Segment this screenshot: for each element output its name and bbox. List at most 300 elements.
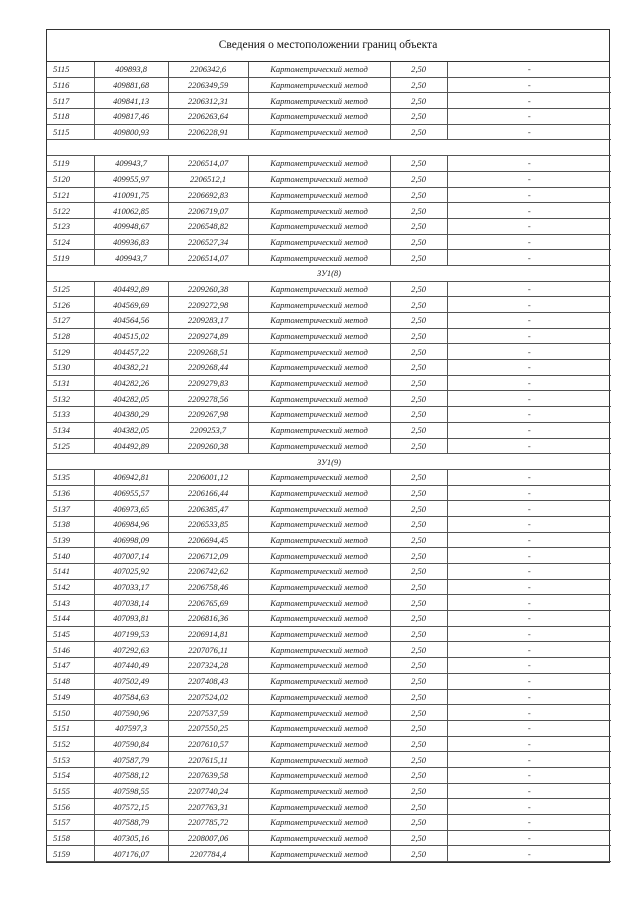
coord-y-cell: 2209272,98 — [168, 297, 248, 313]
method-cell: Картометрический метод — [248, 516, 390, 532]
accuracy-cell: 2,50 — [390, 815, 447, 831]
coord-y-cell: 2207784,4 — [168, 846, 248, 862]
accuracy-cell: 2,50 — [390, 611, 447, 627]
method-cell: Картометрический метод — [248, 752, 390, 768]
description-cell: - — [447, 62, 611, 77]
coord-x-cell: 404569,69 — [94, 297, 168, 313]
description-cell: - — [447, 328, 611, 344]
point-number-cell: 5155 — [47, 783, 94, 799]
point-number-cell: 5115 — [47, 62, 94, 77]
method-cell: Картометрический метод — [248, 328, 390, 344]
point-number-cell: 5141 — [47, 564, 94, 580]
coord-y-cell: 2209268,44 — [168, 360, 248, 376]
description-cell: - — [447, 846, 611, 862]
coord-y-cell: 2209274,89 — [168, 328, 248, 344]
description-cell: - — [447, 783, 611, 799]
method-cell: Картометрический метод — [248, 360, 390, 376]
accuracy-cell: 2,50 — [390, 77, 447, 93]
point-number-cell: 5139 — [47, 532, 94, 548]
accuracy-cell: 2,50 — [390, 218, 447, 234]
accuracy-cell: 2,50 — [390, 830, 447, 846]
coord-y-cell: 2207763,31 — [168, 799, 248, 815]
method-cell: Картометрический метод — [248, 485, 390, 501]
point-number-cell: 5143 — [47, 595, 94, 611]
point-number-cell: 5119 — [47, 156, 94, 172]
method-cell: Картометрический метод — [248, 720, 390, 736]
point-number-cell: 5128 — [47, 328, 94, 344]
point-number-cell: 5145 — [47, 626, 94, 642]
table-row — [47, 642, 611, 658]
description-cell: - — [447, 736, 611, 752]
accuracy-cell: 2,50 — [390, 705, 447, 721]
coord-x-cell: 407007,14 — [94, 548, 168, 564]
coord-x-cell: 404492,89 — [94, 281, 168, 297]
coord-y-cell: 2206349,59 — [168, 77, 248, 93]
accuracy-cell: 2,50 — [390, 375, 447, 391]
coord-x-cell: 404382,21 — [94, 360, 168, 376]
coord-y-cell: 2207785,72 — [168, 815, 248, 831]
coord-x-cell: 407292,63 — [94, 642, 168, 658]
coord-y-cell: 2206742,62 — [168, 564, 248, 580]
point-number-cell: 5117 — [47, 93, 94, 109]
coord-x-cell: 404492,89 — [94, 438, 168, 454]
coord-y-cell: 2206765,69 — [168, 595, 248, 611]
method-cell: Картометрический метод — [248, 124, 390, 140]
method-cell: Картометрический метод — [248, 391, 390, 407]
coord-y-cell: 2206816,36 — [168, 611, 248, 627]
table-row — [47, 407, 611, 423]
blank-cell — [47, 140, 611, 156]
table-row — [47, 281, 611, 297]
accuracy-cell: 2,50 — [390, 328, 447, 344]
page-title: Сведения о местоположении границ объекта — [47, 30, 609, 62]
accuracy-cell: 2,50 — [390, 93, 447, 109]
method-cell: Картометрический метод — [248, 579, 390, 595]
description-cell: - — [447, 469, 611, 485]
coord-y-cell: 2209260,38 — [168, 281, 248, 297]
method-cell: Картометрический метод — [248, 281, 390, 297]
description-cell: - — [447, 344, 611, 360]
accuracy-cell: 2,50 — [390, 250, 447, 266]
accuracy-cell: 2,50 — [390, 579, 447, 595]
point-number-cell: 5148 — [47, 673, 94, 689]
accuracy-cell: 2,50 — [390, 422, 447, 438]
point-number-cell: 5125 — [47, 281, 94, 297]
method-cell: Картометрический метод — [248, 501, 390, 517]
description-cell: - — [447, 187, 611, 203]
point-number-cell: 5120 — [47, 171, 94, 187]
coord-x-cell: 407038,14 — [94, 595, 168, 611]
point-number-cell: 5156 — [47, 799, 94, 815]
section-label: ЗУ1(8) — [47, 265, 611, 281]
accuracy-cell: 2,50 — [390, 281, 447, 297]
description-cell: - — [447, 642, 611, 658]
table-row — [47, 62, 611, 77]
accuracy-cell: 2,50 — [390, 501, 447, 517]
point-number-cell: 5124 — [47, 234, 94, 250]
table-row — [47, 830, 611, 846]
coord-x-cell: 409817,46 — [94, 109, 168, 125]
accuracy-cell: 2,50 — [390, 736, 447, 752]
coord-y-cell: 2206514,07 — [168, 250, 248, 266]
method-cell: Картометрический метод — [248, 548, 390, 564]
coord-y-cell: 2206312,31 — [168, 93, 248, 109]
table-row — [47, 846, 611, 862]
point-number-cell: 5133 — [47, 407, 94, 423]
description-cell: - — [447, 626, 611, 642]
description-cell: - — [447, 297, 611, 313]
coord-x-cell: 407597,3 — [94, 720, 168, 736]
coord-x-cell: 409955,97 — [94, 171, 168, 187]
accuracy-cell: 2,50 — [390, 485, 447, 501]
method-cell: Картометрический метод — [248, 422, 390, 438]
table-row — [47, 297, 611, 313]
coord-y-cell: 2206527,34 — [168, 234, 248, 250]
coord-x-cell: 404282,26 — [94, 375, 168, 391]
description-cell: - — [447, 815, 611, 831]
accuracy-cell: 2,50 — [390, 783, 447, 799]
coord-x-cell: 409943,7 — [94, 250, 168, 266]
coord-x-cell: 407590,96 — [94, 705, 168, 721]
table-row — [47, 783, 611, 799]
coord-x-cell: 409948,67 — [94, 218, 168, 234]
method-cell: Картометрический метод — [248, 689, 390, 705]
accuracy-cell: 2,50 — [390, 156, 447, 172]
coord-y-cell: 2206719,07 — [168, 203, 248, 219]
method-cell: Картометрический метод — [248, 109, 390, 125]
description-cell: - — [447, 658, 611, 674]
coord-x-cell: 407584,63 — [94, 689, 168, 705]
coord-x-cell: 407572,15 — [94, 799, 168, 815]
accuracy-cell: 2,50 — [390, 689, 447, 705]
coord-y-cell: 2206533,85 — [168, 516, 248, 532]
coord-y-cell: 2206548,82 — [168, 218, 248, 234]
accuracy-cell: 2,50 — [390, 187, 447, 203]
table-row — [47, 752, 611, 768]
point-number-cell: 5129 — [47, 344, 94, 360]
point-number-cell: 5123 — [47, 218, 94, 234]
description-cell: - — [447, 516, 611, 532]
accuracy-cell: 2,50 — [390, 799, 447, 815]
description-cell: - — [447, 218, 611, 234]
coord-x-cell: 410062,85 — [94, 203, 168, 219]
table-row — [47, 360, 611, 376]
point-number-cell: 5127 — [47, 313, 94, 329]
description-cell: - — [447, 156, 611, 172]
accuracy-cell: 2,50 — [390, 532, 447, 548]
accuracy-cell: 2,50 — [390, 752, 447, 768]
description-cell: - — [447, 313, 611, 329]
coord-y-cell: 2209260,38 — [168, 438, 248, 454]
coord-y-cell: 2207408,43 — [168, 673, 248, 689]
coord-x-cell: 406998,09 — [94, 532, 168, 548]
table-row — [47, 156, 611, 172]
table-row — [47, 93, 611, 109]
coord-x-cell: 407199,53 — [94, 626, 168, 642]
table-row — [47, 626, 611, 642]
accuracy-cell: 2,50 — [390, 109, 447, 125]
coord-y-cell: 2207537,59 — [168, 705, 248, 721]
method-cell: Картометрический метод — [248, 375, 390, 391]
coord-y-cell: 2209283,17 — [168, 313, 248, 329]
coord-x-cell: 407502,49 — [94, 673, 168, 689]
accuracy-cell: 2,50 — [390, 124, 447, 140]
coord-x-cell: 407587,79 — [94, 752, 168, 768]
coord-y-cell: 2206712,09 — [168, 548, 248, 564]
coord-x-cell: 409800,93 — [94, 124, 168, 140]
table-row — [47, 313, 611, 329]
accuracy-cell: 2,50 — [390, 595, 447, 611]
point-number-cell: 5153 — [47, 752, 94, 768]
table-row — [47, 250, 611, 266]
coord-y-cell: 2207524,02 — [168, 689, 248, 705]
description-cell: - — [447, 548, 611, 564]
accuracy-cell: 2,50 — [390, 846, 447, 862]
coordinates-sheet — [46, 29, 610, 863]
description-cell: - — [447, 689, 611, 705]
accuracy-cell: 2,50 — [390, 391, 447, 407]
accuracy-cell: 2,50 — [390, 203, 447, 219]
table-row — [47, 767, 611, 783]
coord-x-cell: 407598,55 — [94, 783, 168, 799]
table-row — [47, 469, 611, 485]
coord-x-cell: 404380,29 — [94, 407, 168, 423]
description-cell: - — [447, 407, 611, 423]
table-row — [47, 595, 611, 611]
coord-y-cell: 2207076,11 — [168, 642, 248, 658]
blank-row — [47, 140, 611, 156]
point-number-cell: 5140 — [47, 548, 94, 564]
point-number-cell: 5147 — [47, 658, 94, 674]
point-number-cell: 5136 — [47, 485, 94, 501]
point-number-cell: 5159 — [47, 846, 94, 862]
section-header-row — [47, 265, 611, 281]
point-number-cell: 5149 — [47, 689, 94, 705]
table-row — [47, 422, 611, 438]
method-cell: Картометрический метод — [248, 626, 390, 642]
description-cell: - — [447, 234, 611, 250]
method-cell: Картометрический метод — [248, 171, 390, 187]
coord-x-cell: 409881,68 — [94, 77, 168, 93]
coord-x-cell: 407590,84 — [94, 736, 168, 752]
coord-y-cell: 2206342,6 — [168, 62, 248, 77]
description-cell: - — [447, 579, 611, 595]
point-number-cell: 5126 — [47, 297, 94, 313]
method-cell: Картометрический метод — [248, 830, 390, 846]
description-cell: - — [447, 360, 611, 376]
table-row — [47, 234, 611, 250]
method-cell: Картометрический метод — [248, 469, 390, 485]
coord-y-cell: 2209267,98 — [168, 407, 248, 423]
method-cell: Картометрический метод — [248, 438, 390, 454]
table-row — [47, 124, 611, 140]
table-row — [47, 564, 611, 580]
method-cell: Картометрический метод — [248, 736, 390, 752]
description-cell: - — [447, 203, 611, 219]
coord-x-cell: 404564,56 — [94, 313, 168, 329]
table-row — [47, 203, 611, 219]
coord-y-cell: 2206758,46 — [168, 579, 248, 595]
accuracy-cell: 2,50 — [390, 658, 447, 674]
coordinates-table — [47, 62, 611, 862]
coord-x-cell: 407033,17 — [94, 579, 168, 595]
point-number-cell: 5122 — [47, 203, 94, 219]
description-cell: - — [447, 422, 611, 438]
coord-x-cell: 406942,81 — [94, 469, 168, 485]
table-row — [47, 548, 611, 564]
description-cell: - — [447, 485, 611, 501]
method-cell: Картометрический метод — [248, 673, 390, 689]
coord-y-cell: 2206263,64 — [168, 109, 248, 125]
table-row — [47, 705, 611, 721]
description-cell: - — [447, 564, 611, 580]
table-row — [47, 218, 611, 234]
coord-x-cell: 404382,05 — [94, 422, 168, 438]
coord-y-cell: 2207550,25 — [168, 720, 248, 736]
method-cell: Картометрический метод — [248, 532, 390, 548]
table-row — [47, 516, 611, 532]
description-cell: - — [447, 595, 611, 611]
description-cell: - — [447, 752, 611, 768]
accuracy-cell: 2,50 — [390, 297, 447, 313]
coord-y-cell: 2206514,07 — [168, 156, 248, 172]
point-number-cell: 5151 — [47, 720, 94, 736]
coord-x-cell: 407588,79 — [94, 815, 168, 831]
method-cell: Картометрический метод — [248, 767, 390, 783]
table-row — [47, 611, 611, 627]
accuracy-cell: 2,50 — [390, 234, 447, 250]
coord-y-cell: 2206166,44 — [168, 485, 248, 501]
table-row — [47, 391, 611, 407]
coord-y-cell: 2207324,28 — [168, 658, 248, 674]
table-row — [47, 501, 611, 517]
accuracy-cell: 2,50 — [390, 438, 447, 454]
description-cell: - — [447, 767, 611, 783]
accuracy-cell: 2,50 — [390, 673, 447, 689]
coordinates-table-body — [47, 62, 611, 862]
description-cell: - — [447, 438, 611, 454]
description-cell: - — [447, 705, 611, 721]
point-number-cell: 5134 — [47, 422, 94, 438]
coord-x-cell: 406984,96 — [94, 516, 168, 532]
accuracy-cell: 2,50 — [390, 62, 447, 77]
description-cell: - — [447, 673, 611, 689]
description-cell: - — [447, 532, 611, 548]
table-row — [47, 532, 611, 548]
description-cell: - — [447, 250, 611, 266]
method-cell: Картометрический метод — [248, 799, 390, 815]
description-cell: - — [447, 830, 611, 846]
accuracy-cell: 2,50 — [390, 344, 447, 360]
description-cell: - — [447, 501, 611, 517]
coord-x-cell: 404282,05 — [94, 391, 168, 407]
description-cell: - — [447, 124, 611, 140]
method-cell: Картометрический метод — [248, 564, 390, 580]
coord-x-cell: 410091,75 — [94, 187, 168, 203]
coord-x-cell: 404457,22 — [94, 344, 168, 360]
coord-x-cell: 409841,13 — [94, 93, 168, 109]
method-cell: Картометрический метод — [248, 156, 390, 172]
method-cell: Картометрический метод — [248, 203, 390, 219]
accuracy-cell: 2,50 — [390, 548, 447, 564]
point-number-cell: 5157 — [47, 815, 94, 831]
table-row — [47, 658, 611, 674]
coord-x-cell: 407176,07 — [94, 846, 168, 862]
coord-y-cell: 2207610,57 — [168, 736, 248, 752]
table-row — [47, 720, 611, 736]
coord-x-cell: 409943,7 — [94, 156, 168, 172]
method-cell: Картометрический метод — [248, 815, 390, 831]
table-row — [47, 438, 611, 454]
point-number-cell: 5146 — [47, 642, 94, 658]
point-number-cell: 5137 — [47, 501, 94, 517]
point-number-cell: 5131 — [47, 375, 94, 391]
description-cell: - — [447, 611, 611, 627]
method-cell: Картометрический метод — [248, 234, 390, 250]
coord-x-cell: 407588,12 — [94, 767, 168, 783]
table-row — [47, 799, 611, 815]
table-row — [47, 815, 611, 831]
coord-y-cell: 2207740,24 — [168, 783, 248, 799]
point-number-cell: 5115 — [47, 124, 94, 140]
point-number-cell: 5125 — [47, 438, 94, 454]
table-row — [47, 485, 611, 501]
coord-y-cell: 2206001,12 — [168, 469, 248, 485]
method-cell: Картометрический метод — [248, 250, 390, 266]
point-number-cell: 5158 — [47, 830, 94, 846]
description-cell: - — [447, 720, 611, 736]
coord-y-cell: 2206692,83 — [168, 187, 248, 203]
coord-x-cell: 407093,81 — [94, 611, 168, 627]
table-row — [47, 328, 611, 344]
accuracy-cell: 2,50 — [390, 720, 447, 736]
point-number-cell: 5154 — [47, 767, 94, 783]
method-cell: Картометрический метод — [248, 93, 390, 109]
table-row — [47, 736, 611, 752]
description-cell: - — [447, 171, 611, 187]
coord-x-cell: 409893,8 — [94, 62, 168, 77]
coord-x-cell: 407305,16 — [94, 830, 168, 846]
coord-y-cell: 2209278,56 — [168, 391, 248, 407]
method-cell: Картометрический метод — [248, 642, 390, 658]
table-row — [47, 187, 611, 203]
coord-y-cell: 2206694,45 — [168, 532, 248, 548]
coord-x-cell: 404515,02 — [94, 328, 168, 344]
point-number-cell: 5121 — [47, 187, 94, 203]
accuracy-cell: 2,50 — [390, 642, 447, 658]
accuracy-cell: 2,50 — [390, 767, 447, 783]
description-cell: - — [447, 375, 611, 391]
accuracy-cell: 2,50 — [390, 407, 447, 423]
method-cell: Картометрический метод — [248, 77, 390, 93]
method-cell: Картометрический метод — [248, 218, 390, 234]
description-cell: - — [447, 77, 611, 93]
description-cell: - — [447, 93, 611, 109]
point-number-cell: 5119 — [47, 250, 94, 266]
coord-x-cell: 406955,57 — [94, 485, 168, 501]
table-row — [47, 375, 611, 391]
method-cell: Картометрический метод — [248, 344, 390, 360]
table-row — [47, 109, 611, 125]
table-row — [47, 579, 611, 595]
section-label: ЗУ1(9) — [47, 454, 611, 470]
coord-y-cell: 2206512,1 — [168, 171, 248, 187]
point-number-cell: 5132 — [47, 391, 94, 407]
method-cell: Картометрический метод — [248, 658, 390, 674]
point-number-cell: 5118 — [47, 109, 94, 125]
point-number-cell: 5116 — [47, 77, 94, 93]
accuracy-cell: 2,50 — [390, 171, 447, 187]
